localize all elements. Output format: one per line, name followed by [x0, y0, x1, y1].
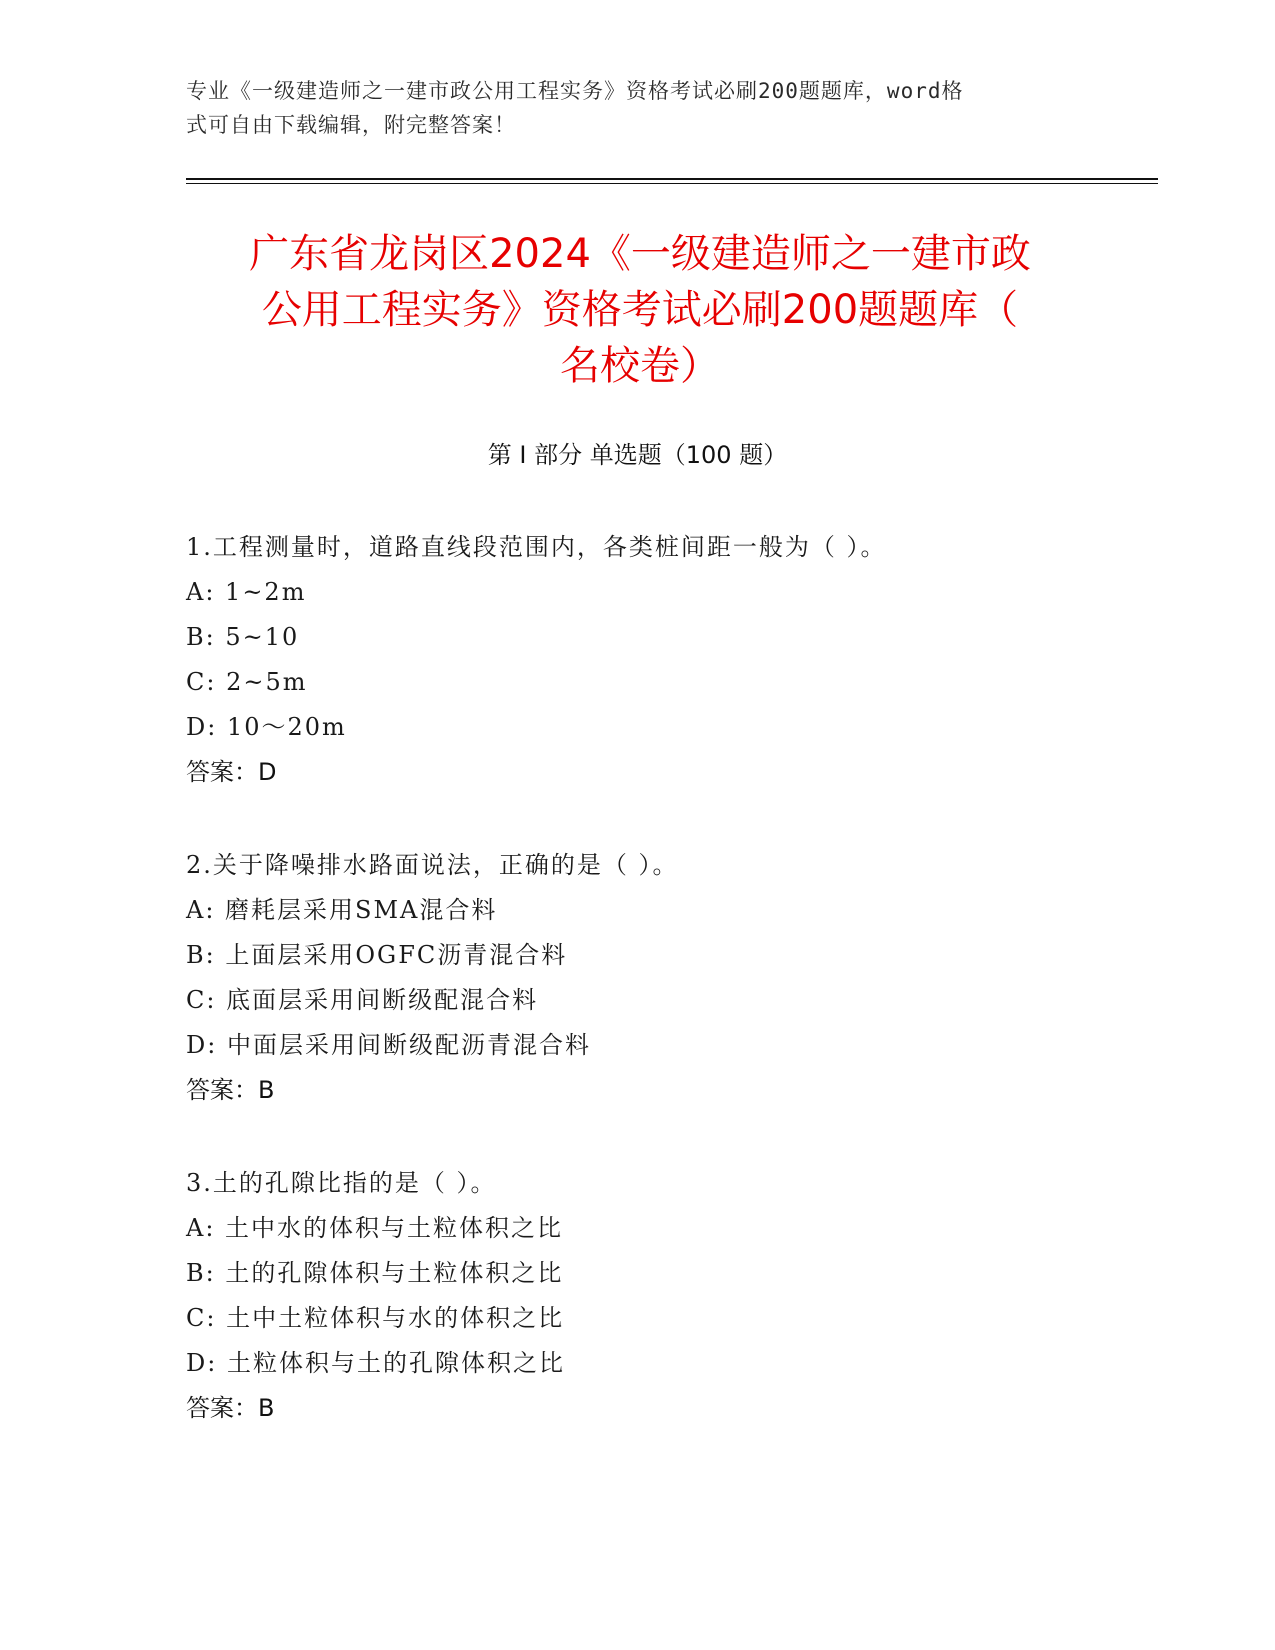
option-a: A: 1~2m	[186, 578, 307, 606]
option-a: A: 土中水的体积与土粒体积之比	[186, 1214, 564, 1242]
header-divider-thick	[186, 178, 1158, 180]
question-1	[186, 525, 1086, 795]
option-d: D: 土粒体积与土的孔隙体积之比	[186, 1349, 565, 1377]
option-c: C: 土中土粒体积与水的体积之比	[186, 1304, 565, 1332]
question-stem: 2.关于降噪排水路面说法，正确的是（ ）。	[186, 851, 679, 879]
section-heading: 第 I 部分 单选题（100 题）	[487, 441, 788, 469]
header-note-line-2: 式可自由下载编辑，附完整答案！	[186, 113, 516, 137]
option-b: B: 5~10	[186, 623, 300, 651]
document-title-line-2: 公用工程实务》资格考试必刷200题题库（	[261, 287, 1019, 333]
option-a: A: 磨耗层采用SMA混合料	[186, 896, 498, 924]
option-d: D: 10～20m	[186, 713, 347, 741]
option-b: B: 上面层采用OGFC沥青混合料	[186, 941, 568, 969]
document-title-line-3: 名校卷）	[560, 343, 720, 389]
option-d: D: 中面层采用间断级配沥青混合料	[186, 1031, 591, 1059]
document-title	[180, 226, 1100, 394]
answer: 答案：D	[186, 758, 277, 786]
question-stem: 1.工程测量时，道路直线段范围内，各类桩间距一般为（ ）。	[186, 533, 887, 561]
question-stem: 3.土的孔隙比指的是（ ）。	[186, 1169, 497, 1197]
option-b: B: 土的孔隙体积与土粒体积之比	[186, 1259, 564, 1287]
question-3	[186, 1161, 1086, 1431]
header-note-line-1: 专业《一级建造师之一建市政公用工程实务》资格考试必刷200题题库，word格	[186, 79, 964, 103]
answer: 答案：B	[186, 1076, 275, 1104]
header-divider-thin	[186, 183, 1158, 184]
option-c: C: 2~5m	[186, 668, 308, 696]
option-c: C: 底面层采用间断级配混合料	[186, 986, 539, 1014]
question-2	[186, 843, 1086, 1113]
answer: 答案：B	[186, 1394, 275, 1422]
header-note	[186, 74, 1086, 142]
document-title-line-1: 广东省龙岗区2024《一级建造师之一建市政	[249, 231, 1031, 277]
